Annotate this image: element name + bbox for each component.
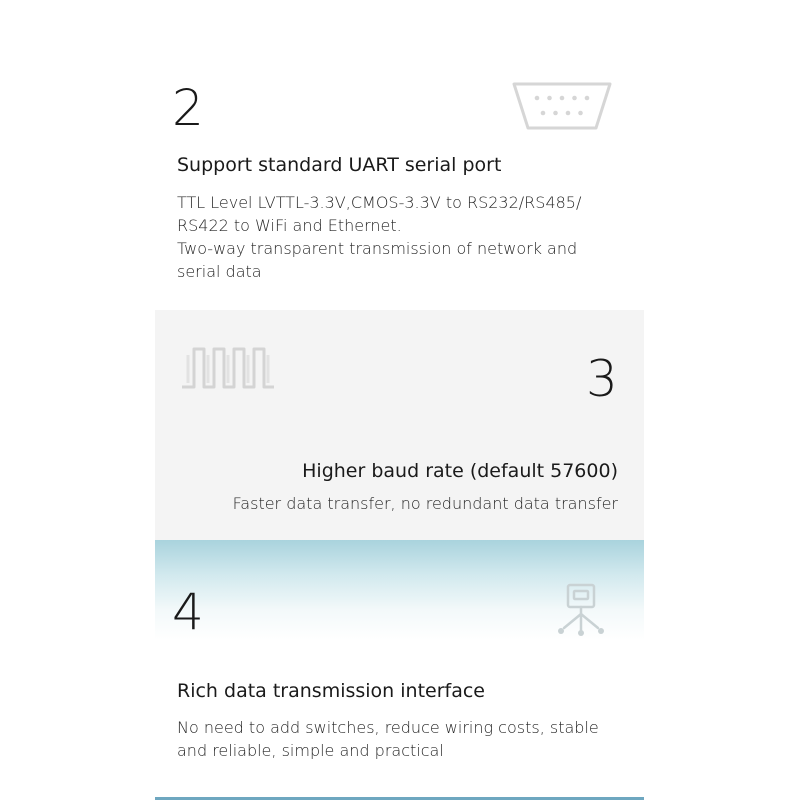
- section-description: [177, 716, 599, 762]
- description-line: TTL Level LVTTL-3.3V,CMOS-3.3V to RS232/RS485/: [177, 193, 582, 212]
- description-line: and reliable, simple and practical: [177, 741, 444, 760]
- square-wave-icon: [180, 343, 276, 391]
- description-line: serial data: [177, 262, 262, 281]
- section-description: [233, 492, 618, 515]
- serial-port-icon: [510, 80, 614, 132]
- description-line: Faster data transfer, no redundant data transfer: [232, 494, 618, 513]
- description-line: No need to add switches, reduce wiring costs, stable: [177, 718, 599, 737]
- network-interface-icon: [556, 582, 608, 636]
- section-number: 4: [172, 583, 204, 641]
- section-number: 2: [172, 79, 204, 137]
- description-line: RS422 to WiFi and Ethernet.: [177, 216, 402, 235]
- description-line: Two-way transparent transmission of network and: [177, 239, 578, 258]
- section-number: 3: [586, 350, 618, 408]
- section-description: [177, 191, 581, 283]
- section-title: Rich data transmission interface: [177, 680, 485, 702]
- section-title: Support standard UART serial port: [177, 154, 502, 176]
- section-title: Higher baud rate (default 57600): [302, 460, 618, 482]
